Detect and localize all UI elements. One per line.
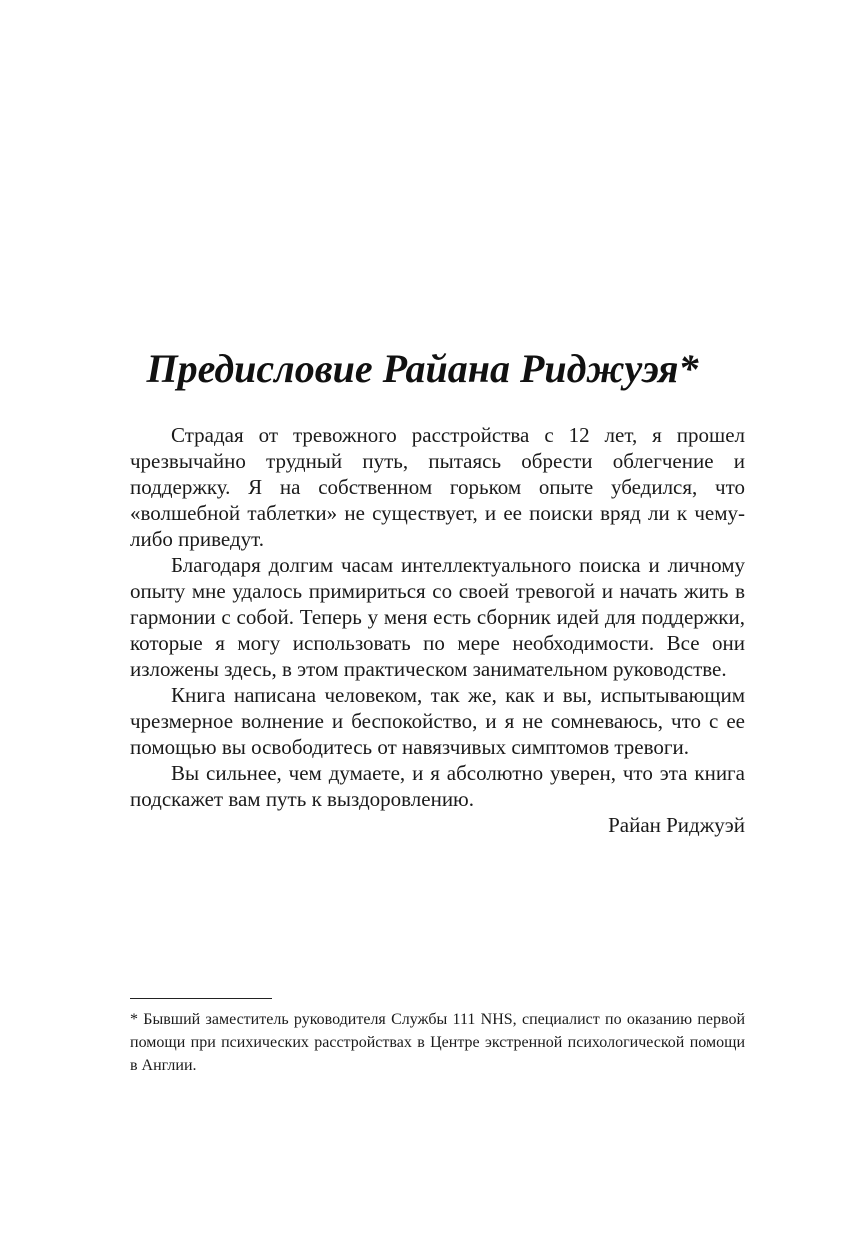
paragraph: Вы сильнее, чем думаете, и я абсолютно уверен, что эта книга подскажет вам путь к выздоровлению.	[130, 761, 745, 811]
footnote: * Бывший заместитель руководителя Службы 111 NHS, специалист по оказанию первой помощи при психических расстройствах в Центре экстренной психологической помощи в Англии.	[130, 1011, 745, 1074]
author-signature: Райан Риджуэй	[608, 813, 745, 837]
paragraph: Страдая от тревожного расстройства с 12 лет, я прошел чрезвычайно трудный путь, пытаясь обрести облегчение и поддержку. Я на собственном горьком опыте убедился, что «волшебной таблетки» не существует, и ее поиски вряд ли к чему-либо приведут.	[130, 423, 745, 551]
page-title: Предисловие Райана Риджуэя*	[146, 346, 699, 391]
footnote-divider	[130, 998, 272, 999]
paragraph: Благодаря долгим часам интеллектуального поиска и личному опыту мне удалось примириться со своей тревогой и начать жить в гармонии с собой. Теперь у меня есть сборник идей для поддержки, которые я могу использовать по мере необходимости. Все они изложены здесь, в этом практическом занимательном руководстве.	[130, 553, 745, 681]
preface-body	[130, 422, 745, 838]
paragraph: Книга написана человеком, так же, как и вы, испытывающим чрезмерное волнение и беспокойство, и я не сомневаюсь, что с ее помощью вы освободитесь от навязчивых симптомов тревоги.	[130, 683, 745, 759]
